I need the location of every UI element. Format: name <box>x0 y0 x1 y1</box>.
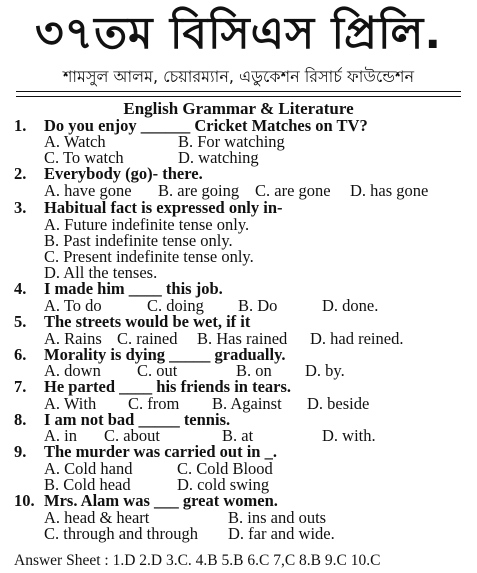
option: D. had reined. <box>310 329 404 348</box>
option: C. doing <box>147 296 204 315</box>
question-text: I made him ____ this job. <box>44 279 223 298</box>
question-4 <box>14 280 223 297</box>
option: A. Cold hand <box>44 459 133 478</box>
option: D. has gone <box>350 181 429 200</box>
option: B. ins and outs <box>228 508 327 527</box>
question-text: The streets would be wet, if it <box>44 312 251 331</box>
option: A. down <box>44 361 101 380</box>
option: A. With <box>44 394 97 413</box>
question-9 <box>14 443 277 460</box>
question-number: 7. <box>14 377 27 396</box>
option: D. watching <box>178 148 259 167</box>
question-text: Mrs. Alam was ___ great women. <box>44 491 278 510</box>
option: A. To do <box>44 296 102 315</box>
option: D. done. <box>322 296 379 315</box>
option: C. from <box>128 394 180 413</box>
option: C. about <box>104 426 160 445</box>
question-number: 3. <box>14 198 27 217</box>
option: A. Watch <box>44 132 106 151</box>
option: D. All the tenses. <box>44 263 158 282</box>
option: D. far and wide. <box>228 524 335 543</box>
question-number: 6. <box>14 345 27 364</box>
question-5 <box>14 313 250 330</box>
option: C. Present indefinite tense only. <box>44 247 254 266</box>
question-number: 5. <box>14 312 27 331</box>
option: A. Rains <box>44 329 102 348</box>
page-title: ৩৭তম বিসিএস প্রিলি. <box>34 8 443 59</box>
option: C. rained <box>117 329 178 348</box>
question-3 <box>14 199 283 216</box>
divider-bottom <box>16 96 461 97</box>
question-number: 8. <box>14 410 27 429</box>
option: B. on <box>236 361 272 380</box>
question-number: 1. <box>14 116 27 135</box>
option: B. Against <box>212 394 282 413</box>
section-title: English Grammar & Literature <box>123 99 354 118</box>
question-7 <box>14 378 291 395</box>
option: D. by. <box>305 361 345 380</box>
question-10 <box>14 492 278 509</box>
author-line: শামসুল আলম, চেয়ারম্যান, এডুকেশন রিসার্চ ফাউন্ডেশন <box>62 67 415 86</box>
option: B. For watching <box>178 132 285 151</box>
question-text: He parted ____ his friends in tears. <box>44 377 292 396</box>
option: D. with. <box>322 426 376 445</box>
question-text: The murder was carried out in _. <box>44 442 277 461</box>
question-number: 2. <box>14 164 27 183</box>
question-text: Habitual fact is expressed only in- <box>44 198 283 217</box>
option: C. out <box>137 361 178 380</box>
question-number: 10. <box>14 491 35 510</box>
option: B. Past indefinite tense only. <box>44 231 233 250</box>
question-number: 9. <box>14 442 27 461</box>
option: B. at <box>222 426 254 445</box>
question-text: Morality is dying _____ gradually. <box>44 345 286 364</box>
option: C. Cold Blood <box>177 459 273 478</box>
question-text: Everybody (go)- there. <box>44 164 203 183</box>
option: C. To watch <box>44 148 124 167</box>
question-2 <box>14 165 203 182</box>
option: C. through and through <box>44 524 198 543</box>
option: A. have gone <box>44 181 132 200</box>
option: A. Future indefinite tense only. <box>44 215 250 234</box>
divider-top <box>16 91 461 92</box>
option: B. are going <box>158 181 240 200</box>
question-text: I am not bad _____ tennis. <box>44 410 231 429</box>
answer-sheet: Answer Sheet : 1.D 2.D 3.C. 4.B 5.B 6.C 7,C 8.B 9.C 10.C <box>14 552 381 569</box>
option: B. Cold head <box>44 475 131 494</box>
option: A. in <box>44 426 77 445</box>
option: A. head & heart <box>44 508 150 527</box>
option: B. Has rained <box>197 329 288 348</box>
option: B. Do <box>238 296 278 315</box>
option: C. are gone <box>255 181 331 200</box>
option: D. cold swing <box>177 475 270 494</box>
question-text: Do you enjoy ______ Cricket Matches on TV? <box>44 116 368 135</box>
option: D. beside <box>307 394 370 413</box>
question-number: 4. <box>14 279 27 298</box>
